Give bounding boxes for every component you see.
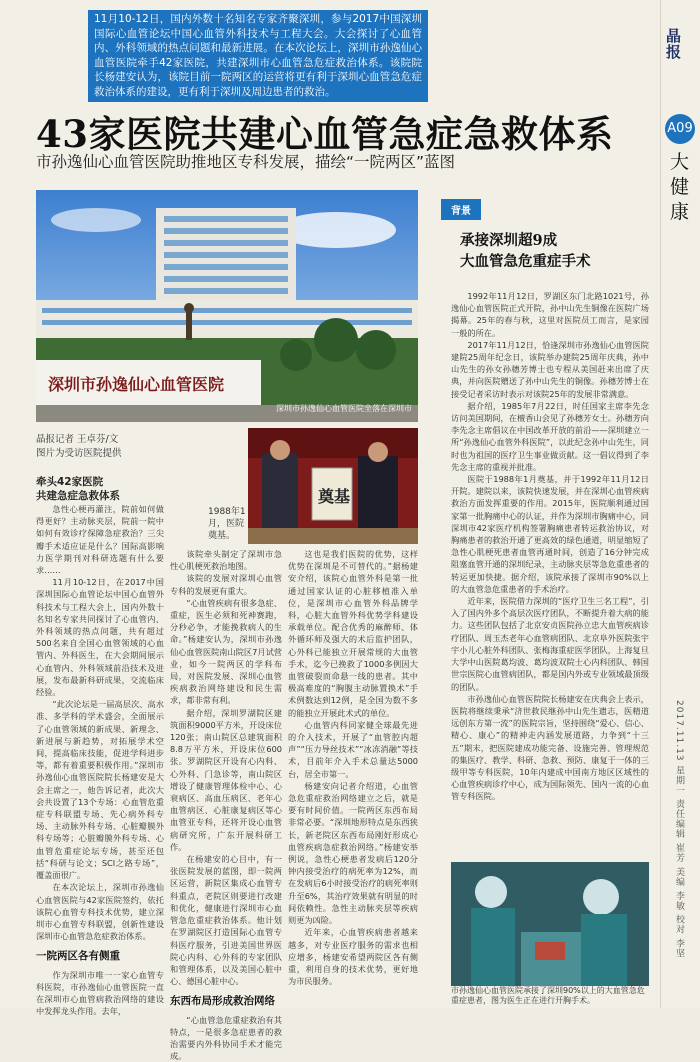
groundbreaking-illustration xyxy=(248,428,418,544)
side-heading-line1: 牵头42家医院 xyxy=(36,476,104,488)
byline-photo-credit: 图片为受访医院提供 xyxy=(36,447,122,459)
paragraph: “此次论坛是一届高层次、高水准、多学科的学术盛会，全面展示了心血管领域的新成果、新理念、新进展与新趋势，对拓展学术空间，提高临床技能，促进学科进步等，都有着重要积极作用。”深圳市孙逸仙心血管医院院长杨建安是大会主席之一，他告诉记者，此次大会共设置了13个专场：心血管危重症专科联盟专场、先心病外科专场、主动脉外科专场、心脏瓣膜外科专场等；心脏瓣膜外科专场、心血管危重症论坛专场，甚至还包括“科研与论文；SCI之路专场”，覆盖面很广。 xyxy=(36,699,164,881)
lede-box: 11月10-12日，国内外数十名知名专家齐聚深圳，参与2017中国深圳国际心血管论坛中国心血管外科技术与工程大会。大会探讨了心血管内、外科领域的热点问题和最新进展。在本次论坛上，深圳市孙逸仙心血管医院牵手42家医院，共建深圳市心血管急危症救治体系。该院院长杨建安认为，该院目前一院两区的运营将更有利于深圳心血管急危症救治体系的建设，更有利于深圳及周边患者的救治。 xyxy=(88,10,428,102)
paragraph: 2017年11月12日，恰逢深圳市孙逸仙心血管医院建院25周年纪念日，该院举办建院25周年庆典，孙中山先生的孙女孙穗芳博士也专程从美国赶来出席了庆典，并向医院赠送了孙中山先生的铜像。孙穗芳博士在接受记者采访时表示对该院25年的发展非常满意。 xyxy=(451,339,649,399)
surgery-illustration xyxy=(451,862,649,986)
article-side-heading xyxy=(36,475,120,503)
paragraph: 11月10-12日，在2017中国深圳国际心血管论坛中国心血管外科技术与工程大会上，国内外数十名知名专家共同探讨了心血管内、外科领域的热点问题，共有超过500名来自全国心血管领域的心血管内、外科医生，在大会期间展示心血管内、外科领域前沿技术及进展，发布最新科研成果，交流临床经验。 xyxy=(36,577,164,698)
paragraph: “心血管急危重症救治有其特点，一是很多急症患者的救治需要内外科协同手术才能完成。 xyxy=(170,1014,282,1062)
paragraph: 该院牵头制定了深圳市急性心肌梗死救治地图。 xyxy=(170,549,282,572)
paragraph: 据介绍，1985年7月22日，时任国家主席李先念访问美国期间，在檀香山会见了孙穗芳女士。孙穗芳向李先念主席倡议在中国改革开放的前沿——深圳建立一所“孙逸仙心血管外科医院”，以此纪念孙中山先生，同时也为祖国的医疗卫生事业做贡献。这一倡议得到了李先念主席的重视并批准。 xyxy=(451,400,649,472)
paragraph: 医院于1988年1月奠基，并于1992年11月12日开院。建院以来，该院快速发展，并在深圳心血管疾病救治方面发挥重要的作用。2015年，医院顺利通过国家第一批胸痛中心的认证，并作为深圳市胸痛中心，同深圳市42家医疗机构签署胸痛患者转运救治协议，对胸痛患者的救治开通了更高效的绿色通道，明显缩短了急性心肌梗死患者血管再通时间，创造了16分钟完成阻塞血管开通的深圳纪录，主动脉夹层等急危重患者的转运更加快捷。据介绍，该院承接了深圳市90%以上的大血管急危重患者的手术治疗。 xyxy=(451,474,649,594)
paragraph: 近年来，心血管疾病患者越来越多，对专业医疗服务的需求也相应增多，杨建安希望两院区各有侧重，利用自身的技术优势，更好地为市民服务。 xyxy=(288,927,418,987)
edition-info: 2017.11.13 星期一 责任编辑 崔芳 美编 李敏 校对 李坚 xyxy=(674,700,684,959)
newspaper-logo: 晶报 xyxy=(666,27,682,61)
paragraph: 在本次论坛上，深圳市孙逸仙心血管医院与42家医院签约，依托该院心血管专科技术优势，建立深圳市心血管专科联盟，创新性建设深圳市心血管急危症救治体系。 xyxy=(36,882,164,942)
paragraph: 杨建安向记者介绍道，心血管急危重症救治网络建立之后，就是要有时间价值。一院两区东西布局非常必要。“深圳地形特点是东西狭长，新老院区东西布局刚好形成心血管疾病急症救治网络。”杨建安举例说，急性心梗患者发病后120分钟内接受治疗的病死率为12%，而在发病后6小时接受治疗的病死率则升至6%，其治疗效果就有明显的时间依赖性。急性主动脉夹层等疾病则更为凶险。 xyxy=(288,780,418,926)
surgery-photo-caption: 市孙逸仙心血管医院承接了深圳90%以上的大血管急危重症患者，图为医生正在进行开胸手术。 xyxy=(451,986,645,1005)
hospital-photo-caption: 深圳市孙逸仙心血管医院坐落在深圳市 xyxy=(276,404,412,413)
paragraph: 心血管内科同家健全球最先进的介入技术，开展了“血管腔内超声”“压力导丝技术”“冰冻消融”等技术，目前年介入手术总量达5000台，居全市第一。 xyxy=(288,719,418,779)
paragraph: 市孙逸仙心血管医院院长杨建安在庆典会上表示，医院将继续秉承“济世救民继孙中山先生遗志，医精道远创东方第一流”的医院宗旨，坚持围绕“爱心、信心、精心、康心”的精神走内涵发展道路，力争到“十三五”期末，把医院建成功能完备、设施完善、管理规范的集医疗、教学、科研、急救、预防、康复于一体的三级甲等专科医院，10年内建成中国南方地区区域性的心血管疾病诊疗中心，成为国际领先、国内一流的心血管专科医院。 xyxy=(451,693,649,802)
paragraph: 据介绍，深圳罗湖院区建筑面积9000平方米，开设床位120张；南山院区总建筑面积8.8万平方米，开设床位600张。罗湖院区开设有心内科、心外科、门急诊等，南山院区增设了健康管理体检中心、心衰病区、高血压病区、老年心血管病区、心脏康复病区等心血管亚专科，还将开设心血管病研究所，广东开展科研工作。 xyxy=(170,707,282,852)
background-badge: 背景 xyxy=(441,199,481,220)
groundbreaking-photo-caption: 1988年1月，医院奠基。 xyxy=(208,507,246,541)
hospital-illustration xyxy=(36,190,418,422)
paragraph: 在杨建安的心目中，有一张医院发展的蓝图，即一院两区运营，新院区集成心血管专科重点，老院区则要进行改建和优化，健康进行深圳市心血管急危重症救治体系。他计划在罗湖院区打造国际心血管专科医疗服务，引进美国世界医院心内科、心外科的专家团队和管理体系，以及美国心脏中心、德国心脏中心。 xyxy=(170,854,282,987)
article-column-2 xyxy=(170,548,282,1062)
article-column-1 xyxy=(36,503,164,1017)
page-number-badge: A09 xyxy=(665,114,695,144)
section-heading: 一院两区各有侧重 xyxy=(36,950,120,963)
paragraph: 作为深圳市唯一一家心血管专科医院，市孙逸仙心血管医院一直在深圳市心血管病救治网络的建设中发挥龙头作用。去年， xyxy=(36,969,164,1017)
hospital-sign: 深圳市孙逸仙心血管医院 xyxy=(48,375,225,394)
byline xyxy=(36,433,122,460)
side-heading-line2: 共建急症急救体系 xyxy=(36,490,120,502)
subtitle: 市孙逸仙心血管医院助推地区专科发展，描绘“一院两区”蓝图 xyxy=(36,153,456,171)
background-headline xyxy=(460,230,640,272)
paragraph: “心血管疾病有很多急症、重症，医生必须和死神赛跑，分秒必争，才能挽救病人的生命。”杨建安认为，深圳市孙逸仙心血管医院南山院区7月试营业，如今一院两区的学科布局，对医院发展、深圳心血管疾病救治网络建设和民生需求，都非常有利。 xyxy=(170,597,282,706)
section-name: 大健康 xyxy=(670,151,690,223)
byline-author: 晶报记者 王卓芬/文 xyxy=(36,434,119,445)
section-heading: 东西布局形成救治网络 xyxy=(170,995,275,1008)
article-column-3 xyxy=(288,548,418,1008)
hospital-photo xyxy=(36,190,418,422)
groundbreaking-photo xyxy=(248,428,418,544)
background-headline-line2: 大血管急危重症手术 xyxy=(460,253,591,270)
paragraph: 该院的发展对深圳心血管专科的发展更有重大。 xyxy=(170,573,282,596)
paragraph: 这也是我们医院的优势，这样优势在深圳是不可替代的。”据杨建安介绍，该院心血管外科是第一批通过国家认证的心脏移植准入单位，是深圳市心血管外科品牌学科，心脏大血管外科优势学科建设承载单位。配合优秀的麻醉师、体外循环师及强大的术后监护团队，心外科已能独立开展常规的大血管手术，迄今已挽救了1000多例因大血管破裂而命悬一线的患者。其中极高难度的“胸腹主动脉置换术”手术例数达到12例，是全国为数不多的能独立开展此术式的单位。 xyxy=(288,549,418,718)
background-column xyxy=(451,290,649,860)
paragraph: 1992年11月12日，罗湖区东门北路1021号，孙逸仙心血管医院正式开院，孙中山先生铜像在医院广场揭幕。25年的春与秋，这里对医院员工而言，是家园一般的所在。 xyxy=(451,291,649,338)
paragraph: 近年来，医院借力深圳的“医疗卫生三名工程”，引入了国内外多个高层次医疗团队，不断提升着大病的能力。这些团队包括了北京安贞医院孙立忠大血管疾病诊疗团队、周玉杰老年心血管病团队、北京阜外医院张宇宇小儿心脏外科团队、张梅海重症医学团队，上海复旦大学中山医院葛均波、葛均波双院士心内科团队、韩国世宗医院心血管病团队，都是国内外或专业领域最顶级的团队。 xyxy=(451,596,649,692)
headline: 43家医院共建心血管急症急救体系 xyxy=(36,112,614,156)
background-headline-line1: 承接深圳超9成 xyxy=(460,232,558,249)
surgery-photo xyxy=(451,862,649,986)
plaque-text: 奠基 xyxy=(318,487,351,506)
paragraph: 急性心梗再灌注，院前如何做得更好？主动脉夹层，院前一院中如何有效诊疗保障急症救治？三尖瓣手术适应证是什么？国际高影响力医学期刊对科研选题有什么要求…… xyxy=(36,504,164,576)
